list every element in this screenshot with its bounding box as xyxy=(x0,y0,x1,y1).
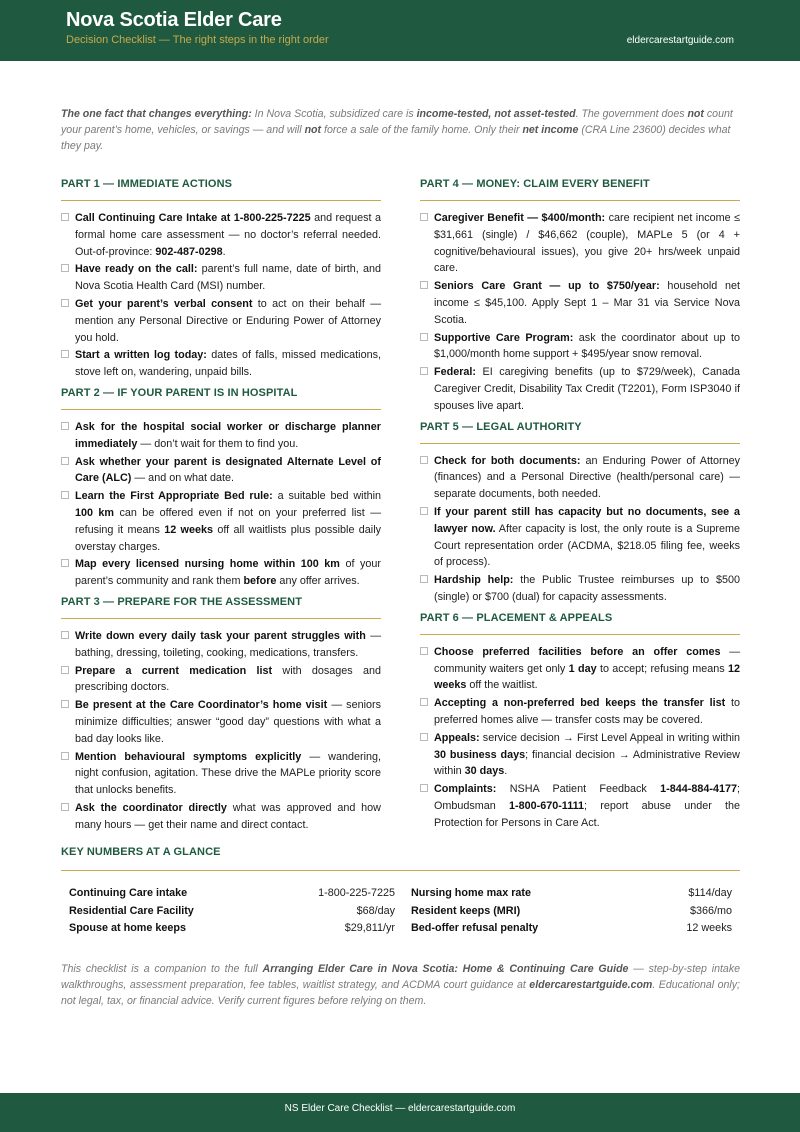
checklist-item-text: Accepting a non-preferred bed keeps the transfer list to preferred homes alive — transfer costs may be covered. xyxy=(434,697,740,726)
checkbox[interactable] xyxy=(61,631,69,639)
key-number-label: Bed-offer refusal penalty xyxy=(411,922,539,934)
closing-note: This checklist is a companion to the full Arranging Elder Care in Nova Scotia: Home & Continuing Care Guide — step-by-step intake walkthroughs, assessment preparation, fee tables, waitlist strategy, and ACDMA court guidance at eldercarestartguide.com. Educational only; not legal, tax, or financial advice. Verify current figures before relying on them. xyxy=(61,963,741,1007)
checklist-item-text: Choose preferred facilities before an offer comes — community waiters get only 1 day to accept; refusing means 12 weeks off the waitlist. xyxy=(434,645,740,692)
checkbox[interactable] xyxy=(61,299,69,307)
section-heading: PART 1 — IMMEDIATE ACTIONS xyxy=(61,178,381,201)
checklist-section xyxy=(420,421,740,606)
checklist-item xyxy=(420,453,740,503)
checkbox[interactable] xyxy=(61,264,69,272)
checklist-item-text: Learn the First Appropriate Bed rule: a suitable bed within 100 km can be offered even if not on your preferred list — refusing it means 12 weeks off all waitlists plus possible daily overstay charges. xyxy=(75,490,382,553)
checklist-item xyxy=(61,210,381,260)
checklist-item xyxy=(61,296,381,346)
checklist-item xyxy=(420,330,740,364)
footer-text: NS Elder Care Checklist — eldercarestartguide.com xyxy=(284,1103,516,1114)
checklist-item xyxy=(61,697,381,747)
checkbox[interactable] xyxy=(420,733,428,741)
checklist-item-text: Ask whether your parent is designated Alternate Level of Care (ALC) — and on what date. xyxy=(75,455,381,485)
section-heading: PART 3 — PREPARE FOR THE ASSESSMENT xyxy=(61,596,381,619)
checklist-item xyxy=(61,347,381,381)
checklist-item xyxy=(420,504,740,571)
checklist-section xyxy=(61,387,381,590)
document-subtitle: Decision Checklist — The right steps in the right order xyxy=(66,34,329,46)
checklist-item-text: Appeals: service decision → First Level Appeal in writing within 30 business days; financial decision → Administrative Review within 30 days. xyxy=(434,731,740,778)
key-number-row xyxy=(407,903,740,921)
checklist-item xyxy=(61,454,381,488)
checkbox[interactable] xyxy=(420,456,428,464)
checkbox[interactable] xyxy=(61,803,69,811)
checklist-item-text: Hardship help: the Public Trustee reimburses up to $500 (single) or $700 (dual) for capacity assessments. xyxy=(434,574,740,603)
checkbox[interactable] xyxy=(61,752,69,760)
key-number-value: 1-800-225-7225 xyxy=(318,887,395,899)
checkbox[interactable] xyxy=(420,333,428,341)
checklist-item xyxy=(420,364,740,414)
checklist-section xyxy=(61,178,381,381)
checklist-item xyxy=(420,572,740,606)
checklist-item xyxy=(61,749,381,799)
key-number-label: Residential Care Facility xyxy=(69,904,194,917)
checkbox[interactable] xyxy=(61,213,69,221)
checkbox[interactable] xyxy=(61,422,69,430)
checklist-item xyxy=(420,644,740,694)
checklist-item xyxy=(420,695,740,729)
checkbox[interactable] xyxy=(61,666,69,674)
key-number-row xyxy=(407,885,740,903)
key-number-label: Resident keeps (MRI) xyxy=(411,904,521,917)
checklist-item-text: Start a written log today: dates of falls, missed medications, stove left on, wandering, unpaid bills. xyxy=(75,349,381,379)
checklist-item xyxy=(61,800,381,834)
key-number-row xyxy=(407,920,740,938)
checklist-item-text: Have ready on the call: parent’s full name, date of birth, and Nova Scotia Health Card (MSI) number. xyxy=(75,263,381,293)
key-number-label: Spouse at home keeps xyxy=(69,922,187,934)
right-column xyxy=(420,178,740,838)
checkbox[interactable] xyxy=(420,507,428,515)
checklist-item xyxy=(61,628,381,662)
checklist-item xyxy=(420,210,740,277)
checklist-item-text: Call Continuing Care Intake at 1-800-225-7225 and request a formal home care assessment — no doctor’s referral needed. Out-of-province: 902-487-0298. xyxy=(75,212,382,258)
intro-paragraph: The one fact that changes everything: In Nova Scotia, subsidized care is income-tested, not asset-tested. The government does not count your parent’s home, vehicles, or savings — and will not force a sale of the family home. Only their net income (CRA Line 23600) decides what they pay. xyxy=(61,108,733,152)
section-heading: PART 6 — PLACEMENT & APPEALS xyxy=(420,612,740,635)
checklist-item-text: Complaints: NSHA Patient Feedback 1-844-884-4177; Ombudsman 1-800-670-1111; report abuse under the Protection for Persons in Care Act. xyxy=(434,783,740,829)
checkbox[interactable] xyxy=(420,213,428,221)
document-title: Nova Scotia Elder Care xyxy=(66,9,282,31)
checklist-item xyxy=(420,730,740,780)
key-number-row xyxy=(61,903,407,921)
checklist-item xyxy=(420,781,740,831)
checklist-item-text: Seniors Care Grant — up to $750/year: household net income ≤ $45,100. Apply Sept 1 – Mar 31 via Service Nova Scotia. xyxy=(434,280,740,326)
section-heading: PART 5 — LEGAL AUTHORITY xyxy=(420,421,740,444)
key-number-label: Continuing Care intake xyxy=(69,887,188,899)
checklist-item-text: Supportive Care Program: ask the coordinator about up to $1,000/month home support + $495/year snow removal. xyxy=(434,331,740,361)
checkbox[interactable] xyxy=(420,575,428,583)
checklist-item xyxy=(61,261,381,295)
checklist-item-text: Ask the coordinator directly what was approved and how many hours — get their name and direct contact. xyxy=(75,801,381,831)
checklist-section xyxy=(61,596,381,834)
checklist-item xyxy=(61,488,381,555)
checklist-item-text: Ask for the hospital social worker or discharge planner immediately — don’t wait for them to find you. xyxy=(75,420,381,450)
left-column xyxy=(61,178,381,840)
section-heading: PART 4 — MONEY: CLAIM EVERY BENEFIT xyxy=(420,178,740,201)
key-number-value: $366/mo xyxy=(689,904,732,917)
key-numbers-section xyxy=(61,846,740,938)
header-website: eldercarestartguide.com xyxy=(626,35,734,46)
checklist-item-text: Prepare a current medication list with dosages and prescribing doctors. xyxy=(75,664,381,694)
key-number-value: 12 weeks xyxy=(686,922,732,934)
checkbox[interactable] xyxy=(61,559,69,567)
checklist-item-text: Federal: EI caregiving benefits (up to $729/week), Canada Caregiver Credit, Disability Tax Credit (T2201), Form ISP3040 if spouses live apart. xyxy=(434,366,740,412)
checklist-section xyxy=(420,612,740,832)
checkbox[interactable] xyxy=(61,700,69,708)
key-number-row xyxy=(61,920,407,938)
checkbox[interactable] xyxy=(420,784,428,792)
checklist-item-text: Caregiver Benefit — $400/month: care recipient net income ≤ $31,661 (single) / $46,662 (couple), MAPLe 5 (or 4 + cognitive/behavioural issues), you give 20+ hrs/week unpaid care. xyxy=(434,212,740,275)
checkbox[interactable] xyxy=(61,491,69,499)
key-number-value: $68/day xyxy=(356,904,395,917)
key-numbers-left xyxy=(61,885,407,938)
checklist-item-text: Get your parent’s verbal consent to act on their behalf — mention any Personal Directive or Enduring Power of Attorney you hold. xyxy=(75,297,381,344)
checkbox[interactable] xyxy=(420,647,428,655)
checklist-item xyxy=(61,419,381,453)
key-number-value: $114/day xyxy=(688,887,732,899)
checkbox[interactable] xyxy=(61,350,69,358)
checkbox[interactable] xyxy=(420,281,428,289)
checklist-item-text: Map every licensed nursing home within 100 km of your parent’s community and rank them before any offer arrives. xyxy=(75,558,381,588)
key-number-value: $29,811/yr xyxy=(344,922,395,934)
page-footer xyxy=(0,1093,800,1132)
checklist-item xyxy=(61,663,381,697)
key-number-row xyxy=(61,885,407,903)
checklist-item-text: Mention behavioural symptoms explicitly — wandering, night confusion, agitation. These drive the MAPLe priority score that unlocks benefits. xyxy=(75,750,381,797)
page-header xyxy=(0,0,800,61)
checkbox[interactable] xyxy=(61,457,69,465)
checklist-item-text: Check for both documents: an Enduring Power of Attorney (finances) and a Personal Directive (health/personal care) — separate documents, both needed. xyxy=(434,454,740,501)
checklist-item-text: Be present at the Care Coordinator’s home visit — seniors minimize difficulties; answer “good day” questions with what a bad day looks like. xyxy=(75,699,381,745)
key-numbers-heading: KEY NUMBERS AT A GLANCE xyxy=(61,846,740,871)
key-number-label: Nursing home max rate xyxy=(411,887,531,899)
checkbox[interactable] xyxy=(420,698,428,706)
checkbox[interactable] xyxy=(420,367,428,375)
checklist-item-text: If your parent still has capacity but no documents, see a lawyer now. After capacity is lost, the only route is a Supreme Court representation order (ACDMA, $218.05 filing fee, weeks of process). xyxy=(434,505,740,569)
checklist-item-text: Write down every daily task your parent struggles with — bathing, dressing, toileting, cooking, medications, transfers. xyxy=(75,629,381,659)
key-numbers-table xyxy=(61,885,740,938)
checklist-item xyxy=(61,556,381,590)
section-heading: PART 2 — IF YOUR PARENT IS IN HOSPITAL xyxy=(61,387,381,410)
checklist-section xyxy=(420,178,740,415)
checklist-item xyxy=(420,278,740,328)
key-numbers-right xyxy=(407,885,740,938)
